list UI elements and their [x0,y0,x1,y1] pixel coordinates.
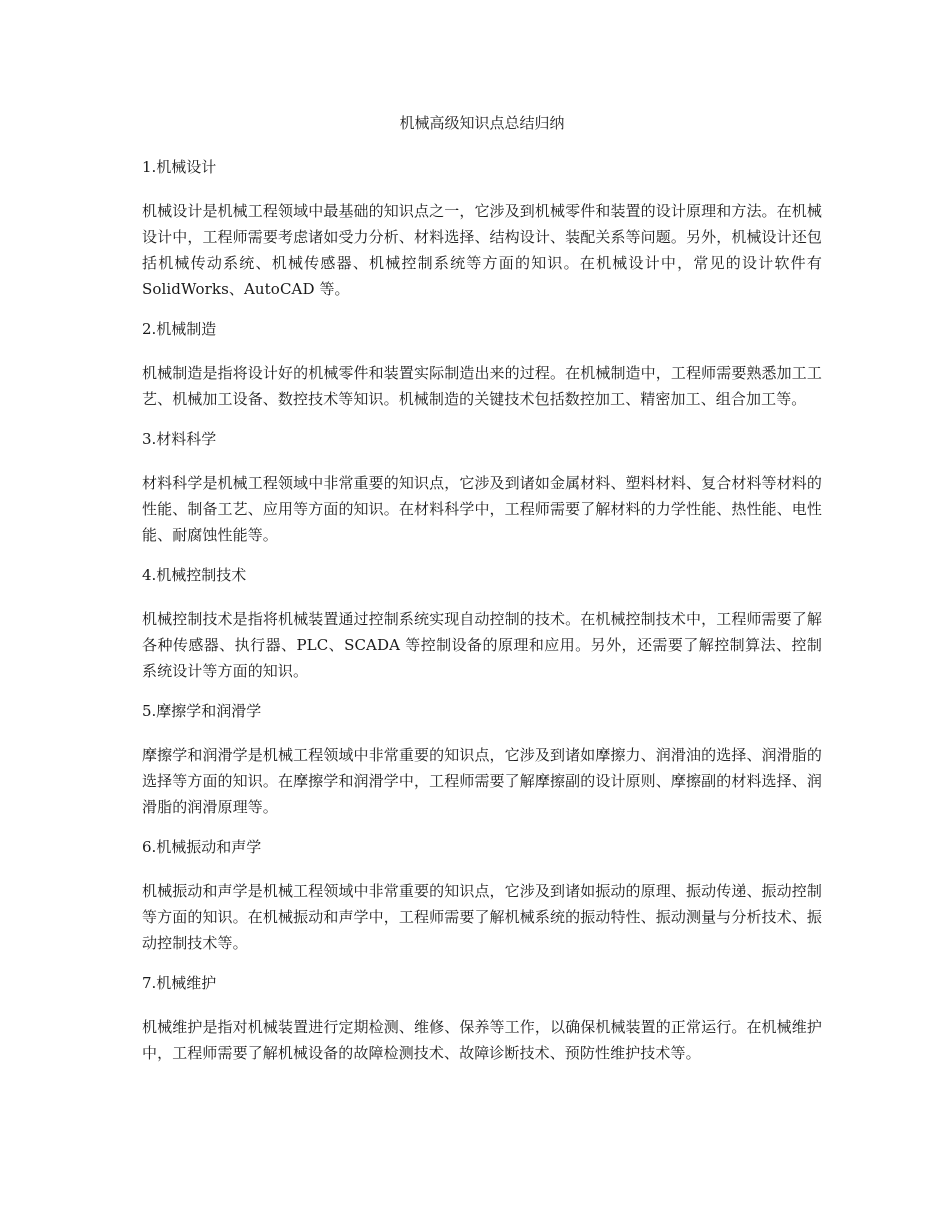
section-mechanical-manufacturing [142,316,822,412]
section-vibration-acoustics [142,834,822,956]
section-tribology-lubrication [142,698,822,820]
section-body: 机械设计是机械工程领域中最基础的知识点之一，它涉及到机械零件和装置的设计原理和方法。在机械设计中，工程师需要考虑诸如受力分析、材料选择、结构设计、装配关系等问题。另外，机械设计还包括机械传动系统、机械传感器、机械控制系统等方面的知识。在机械设计中，常见的设计软件有 SolidWorks、AutoCAD 等。 [142,202,822,298]
section-heading: 7.机械维护 [142,974,217,992]
section-mechanical-design [142,154,822,302]
section-heading: 4.机械控制技术 [142,566,247,584]
section-body: 摩擦学和润滑学是机械工程领域中非常重要的知识点，它涉及到诸如摩擦力、润滑油的选择、润滑脂的选择等方面的知识。在摩擦学和润滑学中，工程师需要了解摩擦副的设计原则、摩擦副的材料选择、润滑脂的润滑原理等。 [142,746,822,816]
section-body: 机械控制技术是指将机械装置通过控制系统实现自动控制的技术。在机械控制技术中，工程师需要了解各种传感器、执行器、PLC、SCADA 等控制设备的原理和应用。另外，还需要了解控制算法、控制系统设计等方面的知识。 [142,610,822,680]
document-title: 机械高级知识点总结归纳 [399,114,565,132]
section-body: 机械振动和声学是机械工程领域中非常重要的知识点，它涉及到诸如振动的原理、振动传递、振动控制等方面的知识。在机械振动和声学中，工程师需要了解机械系统的振动特性、振动测量与分析技术、振动控制技术等。 [142,882,822,952]
section-body: 机械制造是指将设计好的机械零件和装置实际制造出来的过程。在机械制造中，工程师需要熟悉加工工艺、机械加工设备、数控技术等知识。机械制造的关键技术包括数控加工、精密加工、组合加工等。 [142,364,822,408]
section-materials-science [142,426,822,548]
section-maintenance [142,970,822,1066]
section-heading: 2.机械制造 [142,320,217,338]
section-body: 机械维护是指对机械装置进行定期检测、维修、保养等工作，以确保机械装置的正常运行。在机械维护中，工程师需要了解机械设备的故障检测技术、故障诊断技术、预防性维护技术等。 [142,1018,822,1062]
section-control-technology [142,562,822,684]
document-content [142,110,822,1080]
section-heading: 1.机械设计 [142,158,217,176]
section-body: 材料科学是机械工程领域中非常重要的知识点，它涉及到诸如金属材料、塑料材料、复合材料等材料的性能、制备工艺、应用等方面的知识。在材料科学中，工程师需要了解材料的力学性能、热性能、电性能、耐腐蚀性能等。 [142,474,822,544]
section-heading: 6.机械振动和声学 [142,838,262,856]
section-heading: 5.摩擦学和润滑学 [142,702,262,720]
section-heading: 3.材料科学 [142,430,217,448]
